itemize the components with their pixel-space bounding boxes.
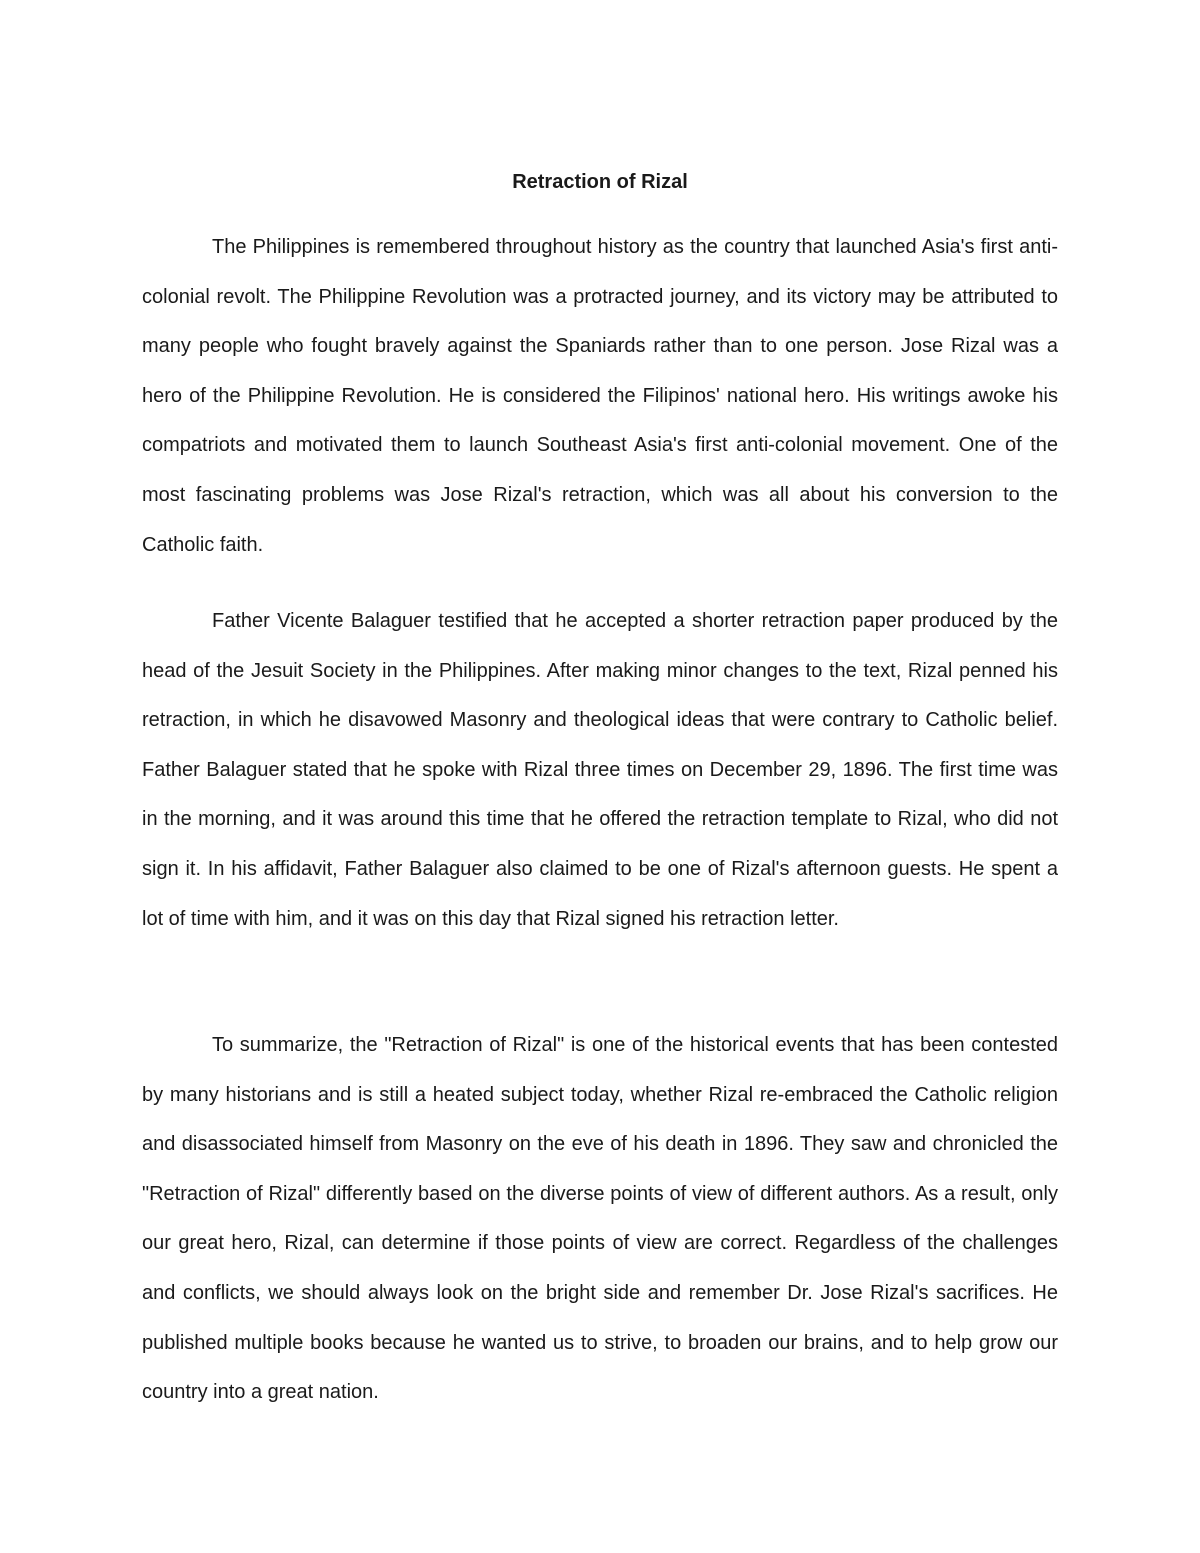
paragraph-summary: To summarize, the "Retraction of Rizal" is one of the historical events that has been contested by many historians and is still a heated subject today, whether Rizal re-embraced the Catholic religion and disassociated himself from Masonry on the eve of his death in 1896. They saw and chronicled the "Retraction of Rizal" differently based on the diverse points of view of different authors. As a result, only our great hero, Rizal, can determine if those points of view are correct. Regardless of the challenges and conflicts, we should always look on the bright side and remember Dr. Jose Rizal's sacrifices. He published multiple books because he wanted us to strive, to broaden our brains, and to help grow our country into a great nation. <box>142 1034 1058 1404</box>
paragraph-introduction: The Philippines is remembered throughout history as the country that launched Asia's first anti-colonial revolt. The Philippine Revolution was a protracted journey, and its victory may be attributed to many people who fought bravely against the Spaniards rather than to one person. Jose Rizal was a hero of the Philippine Revolution. He is considered the Filipinos' national hero. His writings awoke his compatriots and motivated them to launch Southeast Asia's first anti-colonial movement. One of the most fascinating problems was Jose Rizal's retraction, which was all about his conversion to the Catholic faith. <box>142 236 1058 556</box>
document-title: Retraction of Rizal <box>512 171 688 193</box>
paragraph-balaguer-testimony: Father Vicente Balaguer testified that he accepted a shorter retraction paper produced by the head of the Jesuit Society in the Philippines. After making minor changes to the text, Rizal penned his retraction, in which he disavowed Masonry and theological ideas that were contrary to Catholic belief. Father Balaguer stated that he spoke with Rizal three times on December 29, 1896. The first time was in the morning, and it was around this time that he offered the retraction template to Rizal, who did not sign it. In his affidavit, Father Balaguer also claimed to be one of Rizal's afternoon guests. He spent a lot of time with him, and it was on this day that Rizal signed his retraction letter. <box>142 610 1058 930</box>
